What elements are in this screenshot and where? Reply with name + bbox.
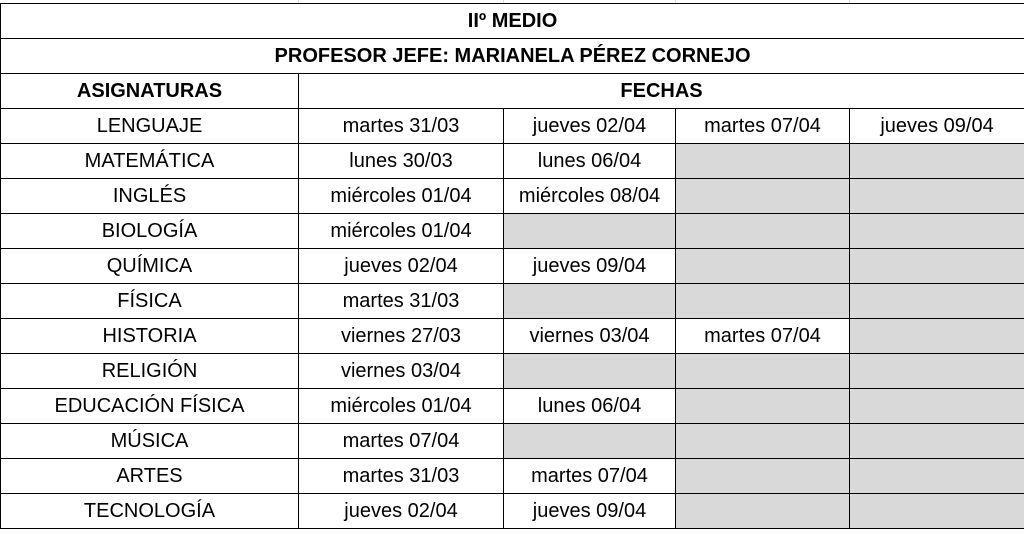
date-cell[interactable]: miércoles 01/04	[299, 389, 504, 424]
empty-date-cell[interactable]	[676, 284, 850, 319]
date-cell[interactable]: martes 07/04	[676, 319, 850, 354]
header-row	[1, 74, 1024, 109]
subject-cell[interactable]: ARTES	[1, 459, 299, 494]
empty-date-cell[interactable]	[850, 424, 1024, 459]
empty-date-cell[interactable]	[850, 179, 1024, 214]
empty-date-cell[interactable]	[676, 144, 850, 179]
date-cell[interactable]: jueves 09/04	[504, 494, 676, 529]
table-row	[1, 179, 1024, 214]
date-cell[interactable]: jueves 09/04	[850, 109, 1024, 144]
empty-date-cell[interactable]	[676, 459, 850, 494]
date-cell[interactable]: martes 07/04	[299, 424, 504, 459]
subject-cell[interactable]: FÍSICA	[1, 284, 299, 319]
date-cell[interactable]: miércoles 01/04	[299, 179, 504, 214]
teacher-title[interactable]: PROFESOR JEFE: MARIANELA PÉREZ CORNEJO	[1, 39, 1024, 74]
subject-cell[interactable]: MATEMÁTICA	[1, 144, 299, 179]
subject-cell[interactable]: QUÍMICA	[1, 249, 299, 284]
empty-date-cell[interactable]	[676, 389, 850, 424]
date-cell[interactable]: lunes 30/03	[299, 144, 504, 179]
empty-date-cell[interactable]	[850, 459, 1024, 494]
table-row	[1, 144, 1024, 179]
date-cell[interactable]: lunes 06/04	[504, 144, 676, 179]
table-row	[1, 424, 1024, 459]
title-row	[1, 4, 1024, 39]
table-row	[1, 459, 1024, 494]
date-cell[interactable]: viernes 03/04	[504, 319, 676, 354]
table-row	[1, 354, 1024, 389]
subjects-header[interactable]: ASIGNATURAS	[1, 74, 299, 109]
empty-date-cell[interactable]	[504, 354, 676, 389]
empty-date-cell[interactable]	[676, 179, 850, 214]
table-row	[1, 494, 1024, 529]
table-row	[1, 389, 1024, 424]
subject-cell[interactable]: HISTORIA	[1, 319, 299, 354]
date-cell[interactable]: jueves 02/04	[504, 109, 676, 144]
empty-date-cell[interactable]	[850, 494, 1024, 529]
date-cell[interactable]: viernes 03/04	[299, 354, 504, 389]
empty-date-cell[interactable]	[504, 214, 676, 249]
date-cell[interactable]: jueves 02/04	[299, 249, 504, 284]
schedule-body	[1, 4, 1024, 529]
subject-cell[interactable]: LENGUAJE	[1, 109, 299, 144]
empty-date-cell[interactable]	[850, 214, 1024, 249]
date-cell[interactable]: martes 31/03	[299, 284, 504, 319]
table-row	[1, 319, 1024, 354]
empty-date-cell[interactable]	[850, 284, 1024, 319]
subject-cell[interactable]: BIOLOGÍA	[1, 214, 299, 249]
table-row	[1, 284, 1024, 319]
table-row	[1, 109, 1024, 144]
schedule-table	[0, 3, 1024, 529]
empty-date-cell[interactable]	[676, 494, 850, 529]
date-cell[interactable]: martes 31/03	[299, 459, 504, 494]
date-cell[interactable]: martes 07/04	[676, 109, 850, 144]
empty-date-cell[interactable]	[504, 284, 676, 319]
date-cell[interactable]: martes 07/04	[504, 459, 676, 494]
date-cell[interactable]: jueves 02/04	[299, 494, 504, 529]
empty-date-cell[interactable]	[850, 354, 1024, 389]
date-cell[interactable]: jueves 09/04	[504, 249, 676, 284]
empty-date-cell[interactable]	[676, 214, 850, 249]
empty-date-cell[interactable]	[676, 249, 850, 284]
date-cell[interactable]: miércoles 08/04	[504, 179, 676, 214]
empty-date-cell[interactable]	[676, 354, 850, 389]
empty-date-cell[interactable]	[850, 249, 1024, 284]
date-cell[interactable]: miércoles 01/04	[299, 214, 504, 249]
date-cell[interactable]: lunes 06/04	[504, 389, 676, 424]
date-cell[interactable]: viernes 27/03	[299, 319, 504, 354]
subject-cell[interactable]: MÚSICA	[1, 424, 299, 459]
empty-date-cell[interactable]	[850, 144, 1024, 179]
subject-cell[interactable]: EDUCACIÓN FÍSICA	[1, 389, 299, 424]
subject-cell[interactable]: INGLÉS	[1, 179, 299, 214]
empty-date-cell[interactable]	[504, 424, 676, 459]
empty-date-cell[interactable]	[850, 319, 1024, 354]
subject-cell[interactable]: TECNOLOGÍA	[1, 494, 299, 529]
subject-cell[interactable]: RELIGIÓN	[1, 354, 299, 389]
date-cell[interactable]: martes 31/03	[299, 109, 504, 144]
table-row	[1, 249, 1024, 284]
empty-date-cell[interactable]	[850, 389, 1024, 424]
empty-date-cell[interactable]	[676, 424, 850, 459]
dates-header[interactable]: FECHAS	[299, 74, 1024, 109]
table-row	[1, 214, 1024, 249]
teacher-row	[1, 39, 1024, 74]
class-title[interactable]: IIº MEDIO	[1, 4, 1024, 39]
